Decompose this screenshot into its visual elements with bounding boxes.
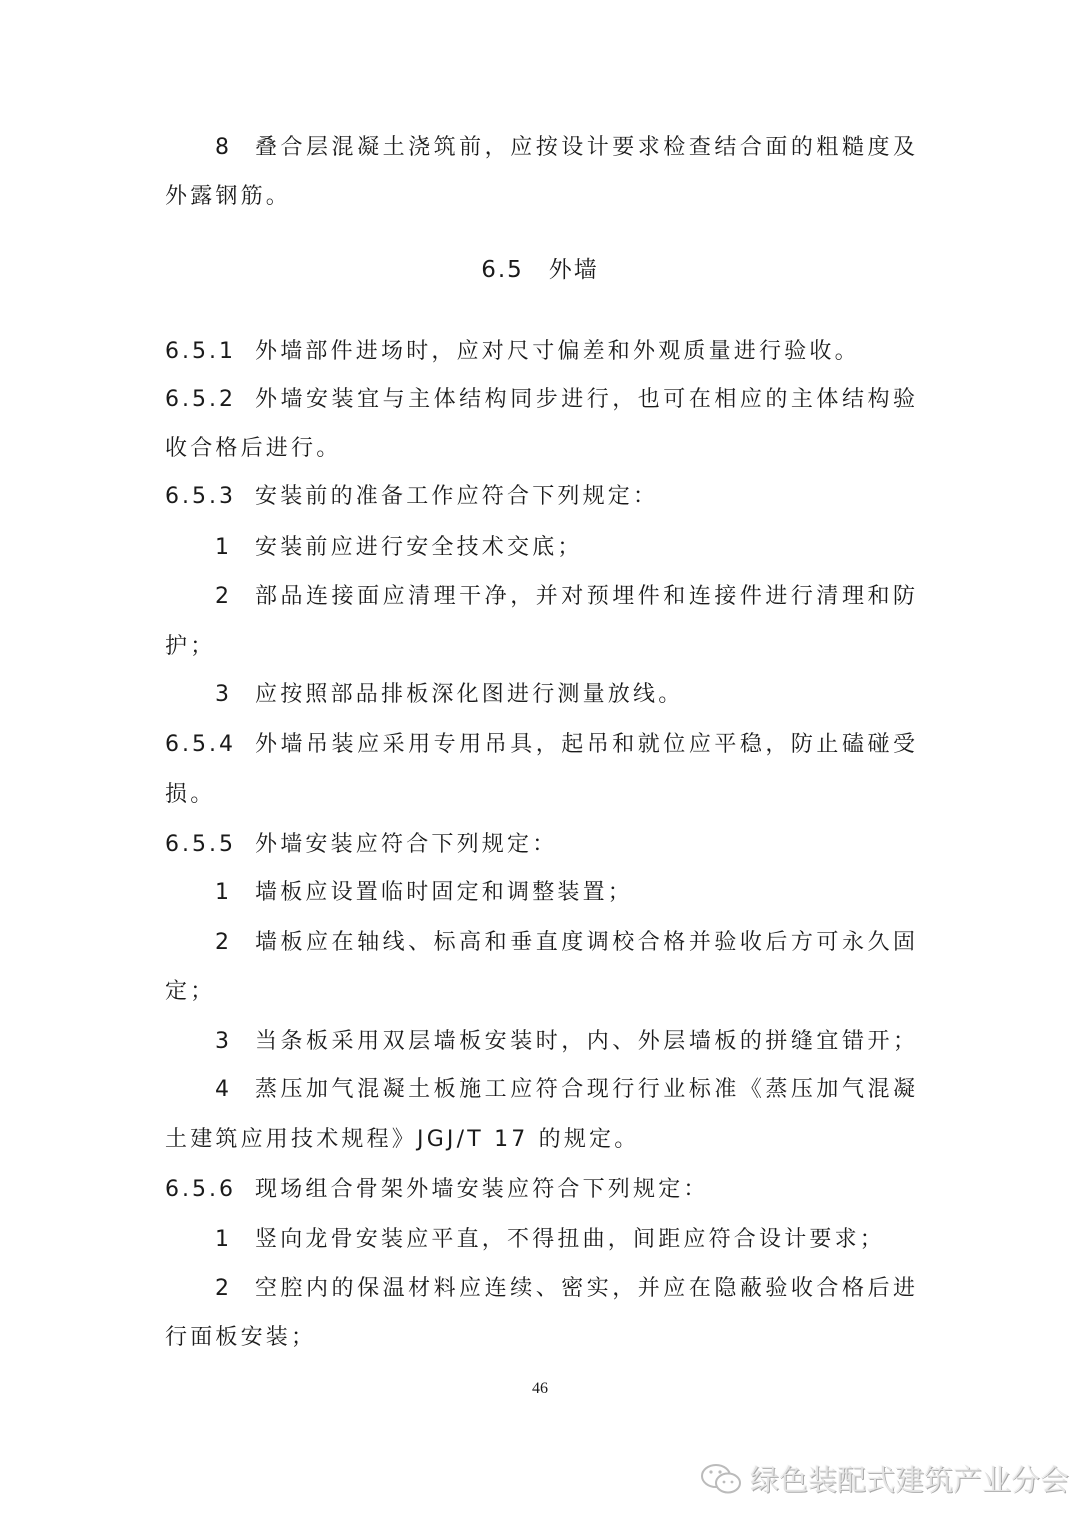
body-text-line: 当条板采用双层墙板安装时，内、外层墙板的拼缝宜错开；	[255, 1029, 915, 1054]
section-heading: 6.5 外墙	[481, 257, 599, 283]
body-text-line: 应按照部品排板深化图进行测量放线。	[255, 682, 684, 707]
body-text-line: 外墙吊装应采用专用吊具，起吊和就位应平稳，防止磕碰受	[255, 732, 915, 757]
body-text-line: 现场组合骨架外墙安装应符合下列规定：	[255, 1177, 709, 1202]
wechat-icon	[700, 1462, 744, 1496]
body-text-line: 部品连接面应清理干净，并对预埋件和连接件进行清理和防	[255, 584, 915, 609]
clause-number: 6.5.1	[165, 339, 236, 364]
watermark-text: 绿色装配式建筑产业分会	[750, 1463, 1070, 1497]
body-text-line: 叠合层混凝土浇筑前，应按设计要求检查结合面的粗糙度及	[255, 135, 915, 160]
body-text-line: 墙板应设置临时固定和调整装置；	[255, 880, 634, 905]
clause-number: 1	[215, 880, 232, 905]
clause-number: 3	[215, 1029, 232, 1054]
body-text-line: 损。	[165, 782, 216, 807]
clause-number: 2	[215, 584, 232, 609]
body-text-line: 蒸压加气混凝土板施工应符合现行行业标准《蒸压加气混凝	[255, 1077, 915, 1102]
body-text-line: 外墙部件进场时，应对尺寸偏差和外观质量进行验收。	[255, 339, 860, 364]
body-text-line: 外墙安装应符合下列规定：	[255, 832, 558, 857]
page-number: 46	[532, 1380, 548, 1397]
clause-number: 2	[215, 930, 232, 955]
body-text-line: 空腔内的保温材料应连续、密实，并应在隐蔽验收合格后进	[255, 1276, 915, 1301]
body-text-line: 行面板安装；	[165, 1325, 317, 1350]
clause-number: 6.5.3	[165, 484, 236, 509]
body-text-line: 安装前应进行安全技术交底；	[255, 535, 583, 560]
clause-number: 6.5.5	[165, 832, 236, 857]
body-text-line: 土建筑应用技术规程》JGJ/T 17 的规定。	[165, 1127, 640, 1152]
watermark	[700, 1458, 1069, 1499]
clause-number: 1	[215, 535, 232, 560]
clause-number: 2	[215, 1276, 232, 1301]
body-text-line: 外露钢筋。	[165, 184, 292, 209]
body-text-line: 安装前的准备工作应符合下列规定：	[255, 484, 659, 509]
body-text-line: 外墙安装宜与主体结构同步进行，也可在相应的主体结构验	[255, 387, 915, 412]
clause-number: 6.5.4	[165, 732, 236, 757]
body-text-line: 竖向龙骨安装应平直，不得扭曲，间距应符合设计要求；	[255, 1227, 886, 1252]
body-text-line: 墙板应在轴线、标高和垂直度调校合格并验收后方可永久固	[255, 930, 915, 955]
clause-number: 1	[215, 1227, 232, 1252]
body-text-line: 护；	[165, 634, 216, 659]
clause-number: 3	[215, 682, 232, 707]
body-text-line: 收合格后进行。	[165, 436, 342, 461]
clause-number: 6.5.6	[165, 1177, 236, 1202]
clause-number: 4	[215, 1077, 232, 1102]
clause-number: 8	[215, 135, 232, 160]
body-text-line: 定；	[165, 979, 216, 1004]
clause-number: 6.5.2	[165, 387, 236, 412]
